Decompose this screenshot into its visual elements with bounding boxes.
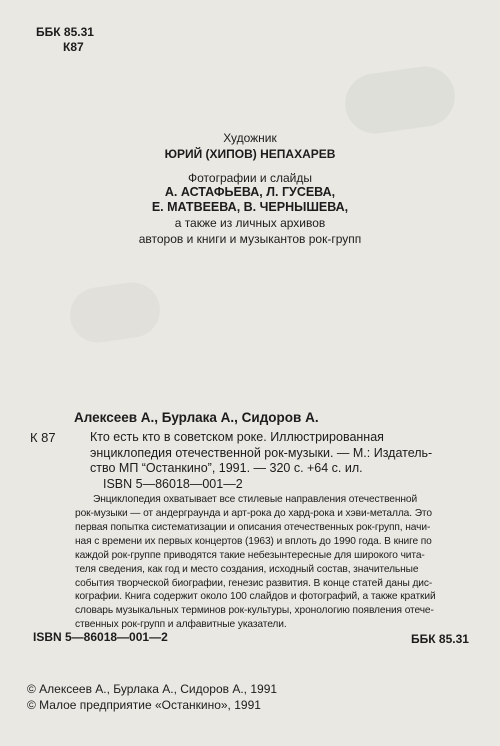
bleed-through-logo-lower (67, 279, 164, 346)
copyright-authors: © Алексеев А., Бурлака А., Сидоров А., 1991 (27, 682, 278, 696)
bbk-code-top (36, 25, 94, 55)
abstract-line: рок-музыки — от андерграунда и арт-рока до хард-рока и хэви-металла. Это (75, 508, 432, 519)
author-mark-top: К87 (63, 40, 84, 54)
artist-name: ЮРИЙ (ХИПОВ) НЕПАХАРЕВ (164, 147, 336, 161)
bleed-through-logo (341, 63, 458, 138)
artist-label: Художник (223, 131, 277, 145)
bleed-through-title: ​ (283, 38, 287, 63)
abstract-line: события творческой биографии, генезис развития. В конце статей даны дис- (75, 578, 433, 589)
photo-credits-names-1: А. АСТАФЬЕВА, Л. ГУСЕВА, (164, 185, 336, 199)
abstract-line: кографии. Книга содержит около 100 слайдов и фотографий, а также краткий (75, 591, 436, 602)
abstract-line: словарь музыкальных терминов рок-культуры, хронологию появления отече- (75, 605, 434, 616)
photo-credits-names-2: Е. МАТВЕЕВА, В. ЧЕРНЫШЕВА, (151, 200, 349, 214)
abstract-line: ственных рок-групп и алфавитные указатели. (75, 619, 287, 630)
photo-credits-extra-2: авторов и книги и музыкантов рок-групп (138, 232, 362, 246)
abstract-line: первая попытка систематизации и описания отечественных рок-групп, начи- (75, 522, 431, 533)
photo-credits-extra-1: а также из личных архивов (174, 216, 326, 230)
footer-isbn: ISBN 5—86018—001—2 (33, 630, 168, 644)
abstract-line: теля сведения, как год и место создания, исходный состав, значительные (75, 564, 419, 575)
footer-bbk: ББК 85.31 (411, 632, 469, 646)
bbk-code-top-text: ББК 85.31 (36, 25, 94, 39)
abstract-line: ная с времени их первых концертов (1963) и вплоть до 1990 года. В книге по (75, 536, 432, 547)
catalog-description-line: энциклопедия отечественной рок-музыки. — М.: Издатель- (90, 446, 433, 460)
photo-credits-label: Фотографии и слайды (188, 171, 312, 185)
copyright-publisher: © Малое предприятие «Останкино», 1991 (27, 698, 261, 712)
catalog-classification: К 87 (30, 430, 56, 445)
abstract-line: каждой рок-группе приводятся такие небезынтересные для широкого чита- (75, 550, 425, 561)
catalog-description-line: Кто есть кто в советском роке. Иллюстрированная (90, 430, 384, 444)
abstract-line: Энциклопедия охватывает все стилевые направления отечественной (93, 494, 418, 505)
catalog-description-line: ство МП “Останкино”, 1991. — 320 с. +64 с. ил. (90, 461, 363, 475)
catalog-isbn: ISBN 5—86018—001—2 (103, 477, 243, 491)
catalog-authors: Алексеев А., Бурлака А., Сидоров А. (74, 410, 319, 425)
